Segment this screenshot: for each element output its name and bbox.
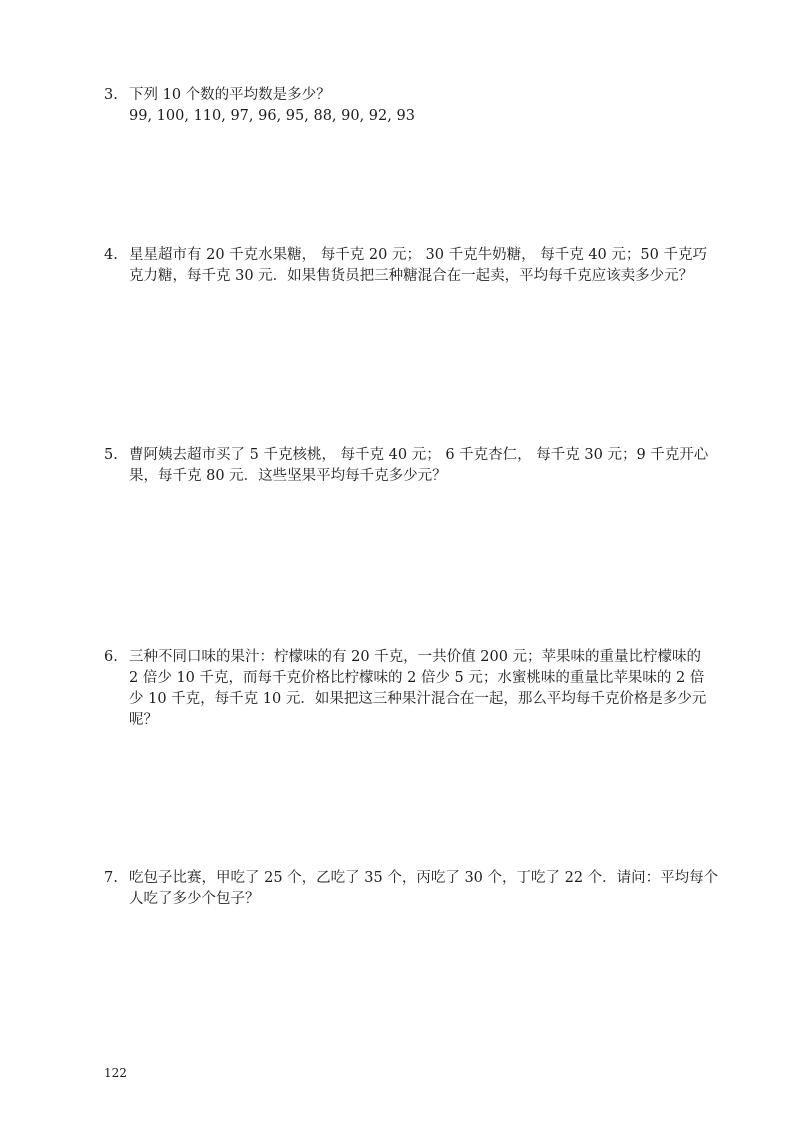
problem-line: 曹阿姨去超市买了 5 千克核桃， 每千克 40 元； 6 千克杏仁， 每千克 30 元；9 千克开心	[129, 447, 709, 463]
problem-text	[129, 445, 729, 487]
problem-line: 克力糖，每千克 30 元．如果售货员把三种糖混合在一起卖，平均每千克应该卖多少元？	[129, 268, 694, 284]
problem-number: 7.	[104, 870, 118, 886]
problem-text	[129, 868, 729, 910]
problem-line: 99, 100, 110, 97, 96, 95, 88, 90, 92, 93	[129, 108, 415, 124]
problem-line: 2 倍少 10 千克，而每千克价格比柠檬味的 2 倍少 5 元；水蜜桃味的重量比苹果味的 2 倍	[129, 670, 705, 686]
problem-line: 星星超市有 20 千克水果糖， 每千克 20 元； 30 千克牛奶糖， 每千克 40 元；50 千克巧	[129, 247, 707, 263]
problem-text	[129, 647, 729, 731]
problem-line: 三种不同口味的果汁：柠檬味的有 20 千克，一共价值 200 元；苹果味的重量比柠檬味的	[129, 649, 702, 665]
problem-line: 呢？	[129, 712, 158, 728]
problem-line: 少 10 千克，每千克 10 元．如果把这三种果汁混合在一起，那么平均每千克价格是多少元	[129, 691, 707, 707]
problem-line: 下列 10 个数的平均数是多少？	[129, 87, 331, 103]
problem-text	[129, 245, 729, 287]
problem-number: 6.	[104, 649, 118, 665]
problem-number: 5.	[104, 447, 118, 463]
problem-line: 人吃了多少个包子？	[129, 891, 260, 907]
problem-number: 3.	[104, 87, 118, 103]
problem-text	[129, 85, 729, 127]
page-number: 122	[104, 1066, 127, 1080]
problem-line: 吃包子比赛，甲吃了 25 个，乙吃了 35 个，丙吃了 30 个，丁吃了 22 个．请问：平均每个	[129, 870, 719, 886]
problem-line: 果，每千克 80 元．这些坚果平均每千克多少元？	[129, 468, 447, 484]
problem-number: 4.	[104, 247, 118, 263]
